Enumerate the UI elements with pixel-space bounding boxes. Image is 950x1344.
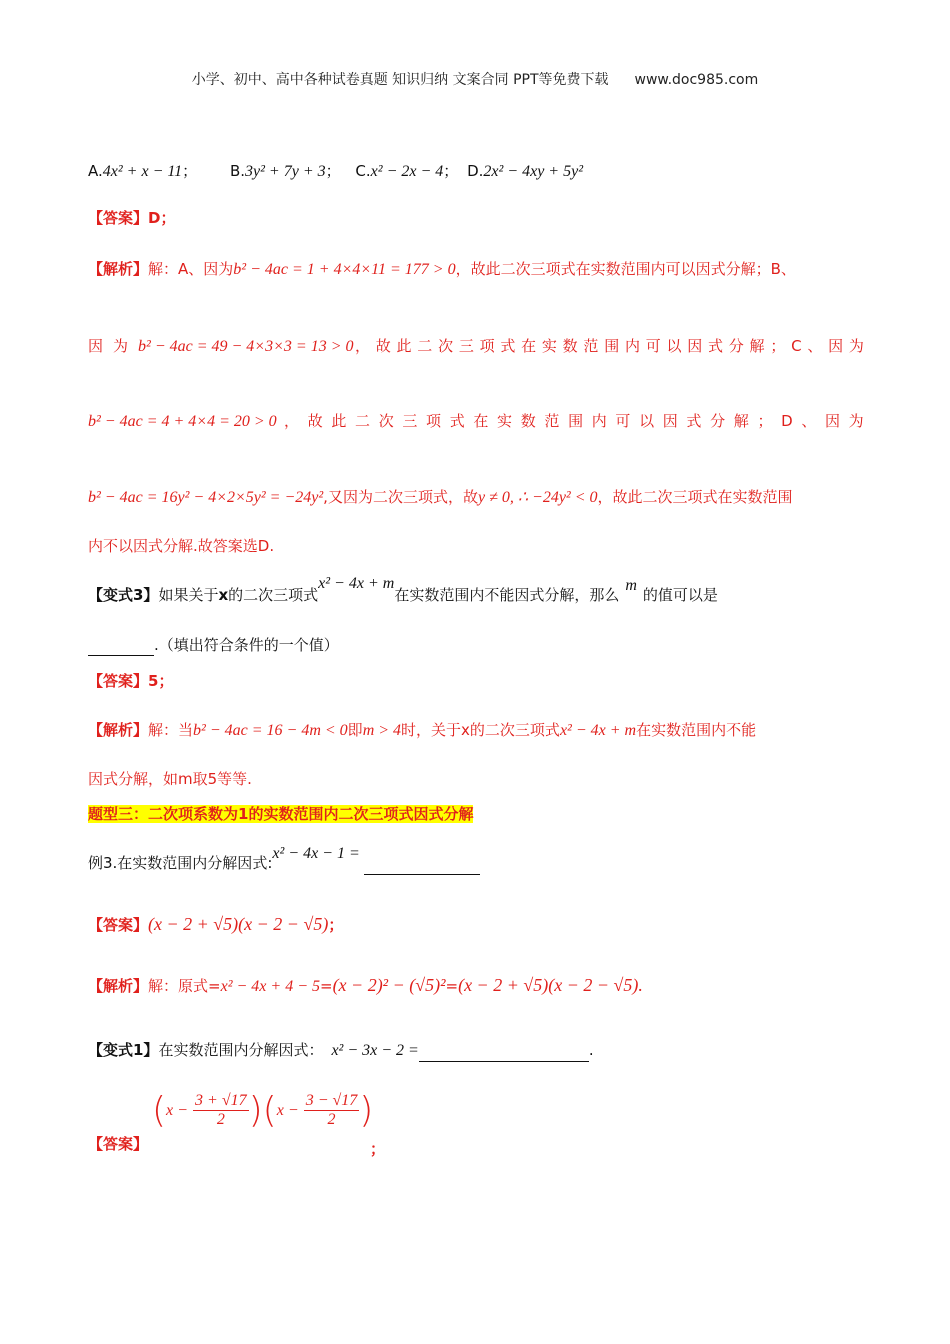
justified-word: 、: [807, 337, 823, 355]
justified-word: 解: [749, 337, 765, 355]
explanation-tag: 【解析】: [88, 260, 149, 278]
justified-word: 为: [848, 337, 864, 355]
justified-word: 式: [686, 412, 702, 430]
justified-word: ；: [757, 412, 773, 430]
justified-word: 实: [497, 412, 513, 430]
justified-word: 内: [591, 412, 607, 430]
paren-close: ): [248, 1090, 263, 1131]
answer-value: D；: [148, 209, 176, 227]
justified-word: 因: [662, 412, 678, 430]
exp-ex3-math-1: x² − 4x + 4 − 5: [220, 978, 320, 995]
justified-word: 故: [307, 412, 323, 430]
justified-word: 此: [396, 337, 412, 355]
justified-word: 实: [541, 337, 557, 355]
answer-blank[interactable]: [364, 858, 480, 875]
exp1-l4-text-a: ,又因为二次三项式，故: [323, 488, 478, 506]
exp-ex3-eq-1: =: [319, 977, 333, 995]
explanation-1-line-1: [88, 258, 796, 281]
justified-word: 为: [848, 412, 864, 430]
exp3-text-c: 时，关于x的二次三项式: [401, 721, 560, 739]
option-d-label: D.: [467, 162, 484, 180]
option-a-sep: ；: [182, 162, 198, 180]
options-line: [88, 160, 583, 183]
answer-tag: 【答案】: [88, 209, 149, 227]
answer-end: ；: [370, 1140, 386, 1158]
exp1-math-5: y ≠ 0, ∴ −24y² < 0: [477, 489, 598, 506]
example-3-question: [88, 845, 480, 875]
variant-1-text: 在实数范围内分解因式：: [158, 1041, 324, 1059]
justified-word: 数: [562, 337, 578, 355]
option-a-label: A.: [88, 162, 103, 180]
explanation-1-line-5: [88, 535, 274, 557]
justified-word: 以: [666, 337, 682, 355]
exp1-text-b: ，故此二次三项式在实数范围内可以因式分解；B、: [455, 260, 796, 278]
explanation-3-line-2: [88, 768, 252, 790]
exp-ex3-text-a: 解：原式=: [148, 977, 221, 995]
justified-word: 数: [520, 412, 536, 430]
answer-example-3: [88, 913, 343, 936]
variant-3-text-d: 的值可以是: [642, 586, 718, 604]
justified-word: 次: [378, 412, 394, 430]
option-b-label: B.: [229, 162, 246, 180]
justified-word: 三: [458, 337, 474, 355]
variant-3-text-b: 的二次三项式: [228, 586, 319, 604]
justified-word: 在: [473, 412, 489, 430]
variant-1-expr: x² − 3x − 2 =: [331, 1042, 419, 1059]
exp3-conclusion: 因式分解，如m取5等等.: [88, 770, 252, 788]
exp3-text-b: 即: [347, 721, 363, 739]
header-text: 小学、初中、高中各种试卷真题 知识归纳 文案合同 PPT等免费下载: [191, 72, 609, 88]
option-c-expr: x² − 2x − 4: [370, 163, 444, 180]
variant-3-expr: x² − 4x + m: [318, 575, 395, 592]
paren-close: ): [359, 1090, 374, 1131]
justified-word: 次: [438, 337, 454, 355]
justified-word: 式: [708, 337, 724, 355]
answer-blank[interactable]: [88, 639, 154, 656]
exp1-l3-words: [284, 410, 864, 432]
header-url[interactable]: www.doc985.com: [634, 72, 759, 88]
justified-word: D: [781, 412, 793, 430]
variant-3-var: x: [218, 586, 229, 604]
justified-word: 项: [426, 412, 442, 430]
exp3-text-d: 在实数范围内不能: [636, 721, 757, 739]
exp3-math-1: b² − 4ac = 16 − 4m < 0: [193, 722, 348, 739]
justified-word: 以: [639, 412, 655, 430]
justified-word: 故: [375, 337, 391, 355]
exp1-l2-words: [355, 335, 864, 357]
explanation-tag: 【解析】: [88, 977, 149, 995]
option-a-expr: 4x² + x − 11: [102, 163, 183, 180]
explanation-1-line-2: [88, 335, 354, 358]
exp3-math-2: m > 4: [362, 722, 402, 739]
fraction-2: [304, 1092, 360, 1129]
example-3-text: 例3.在实数范围内分解因式:: [88, 854, 273, 872]
option-c-label: C.: [355, 162, 371, 180]
explanation-3-line-1: [88, 719, 756, 742]
justified-word: 因: [828, 337, 844, 355]
variant-3-m: m: [625, 577, 637, 594]
answer-3: [88, 670, 173, 692]
exp1-math-1: b² − 4ac = 1 + 4×4×11 = 177 > 0: [233, 261, 456, 278]
exp-ex3-eq-2: =: [445, 977, 459, 995]
answer-blank[interactable]: [419, 1045, 589, 1062]
variant-1-end: .: [588, 1041, 594, 1059]
variant-3-blank-line: [88, 634, 339, 656]
fraction-1-numerator: 3 + √17: [195, 1092, 247, 1109]
exp1-conclusion: 内不以因式分解.故答案选D.: [88, 537, 275, 555]
variant-3-text-a: 如果关于: [158, 586, 219, 604]
justified-word: 此: [331, 412, 347, 430]
justified-word: 可: [645, 337, 661, 355]
explanation-tag: 【解析】: [88, 721, 149, 739]
exp1-l2-text: 因为: [88, 337, 139, 355]
answer-tag: 【答案】: [88, 1135, 149, 1153]
variant-3-text-c: 在实数范围内不能因式分解，那么: [394, 586, 620, 604]
answer-end: ；: [328, 916, 344, 934]
answer-variant-1-tag-line: [88, 1133, 148, 1155]
justified-word: 围: [604, 337, 620, 355]
justified-word: ，: [355, 337, 371, 355]
justified-word: 可: [615, 412, 631, 430]
option-d-expr: 2x² − 4xy + 5y²: [483, 163, 583, 180]
explanation-example-3: [88, 974, 643, 998]
answer-tag: 【答案】: [88, 672, 149, 690]
justified-word: 在: [521, 337, 537, 355]
paren-open: (: [262, 1090, 277, 1131]
justified-word: 分: [728, 337, 744, 355]
justified-word: 二: [417, 337, 433, 355]
exp1-l4-text-b: ，故此二次三项式在实数范围: [597, 488, 793, 506]
exp3-math-3: x² − 4x + m: [559, 722, 637, 739]
variant-3-question: [88, 575, 718, 607]
answer-variant-1-expr: [152, 1090, 373, 1131]
exp1-math-3: b² − 4ac = 4 + 4×4 = 20 > 0: [88, 413, 277, 430]
justified-word: 二: [355, 412, 371, 430]
answer-variant-1-end: [370, 1138, 385, 1160]
answer-tag: 【答案】: [88, 916, 149, 934]
frac1-x: x −: [166, 1102, 188, 1119]
explanation-1-line-3: [88, 410, 277, 433]
frac2-x: x −: [276, 1102, 299, 1119]
section-heading: [88, 803, 473, 825]
section-title: 题型三：二次项系数为1的实数范围内二次三项式因式分解: [88, 805, 474, 823]
answer-value: 5；: [148, 672, 174, 690]
justified-word: 分: [710, 412, 726, 430]
exp1-math-2: b² − 4ac = 49 − 4×3×3 = 13 > 0: [138, 338, 354, 355]
exp-ex3-math-2: (x − 2)² − (√5)²: [332, 975, 446, 995]
justified-word: C: [791, 337, 802, 355]
justified-word: 解: [733, 412, 749, 430]
justified-word: 因: [687, 337, 703, 355]
option-b-sep: ；: [325, 162, 341, 180]
justified-word: ；: [770, 337, 786, 355]
justified-word: 因: [825, 412, 841, 430]
justified-word: 项: [479, 337, 495, 355]
paren-open: (: [152, 1090, 167, 1131]
answer-1: [88, 207, 175, 229]
exp1-math-4: b² − 4ac = 16y² − 4×2×5y² = −24y²: [88, 489, 324, 506]
justified-word: 三: [402, 412, 418, 430]
exp1-text-a: 解：A、因为: [148, 260, 234, 278]
variant-1-tag: 【变式1】: [88, 1041, 159, 1059]
answer-expr: (x − 2 + √5)(x − 2 − √5): [148, 914, 329, 934]
exp-ex3-math-3: (x − 2 + √5)(x − 2 − √5).: [458, 975, 643, 995]
justified-word: 范: [544, 412, 560, 430]
variant-1-question: [88, 1039, 594, 1062]
example-3-expr: x² − 4x − 1 =: [272, 845, 360, 862]
explanation-1-line-4: [88, 486, 793, 509]
justified-word: 式: [500, 337, 516, 355]
page-header: [0, 69, 950, 89]
justified-word: 式: [449, 412, 465, 430]
justified-word: 、: [801, 412, 817, 430]
justified-word: ，: [284, 412, 300, 430]
fraction-2-denominator: 2: [327, 1111, 336, 1128]
option-b-expr: 3y² + 7y + 3: [245, 163, 326, 180]
option-c-sep: ；: [443, 162, 459, 180]
variant-3-tag: 【变式3】: [88, 586, 159, 604]
justified-word: 围: [568, 412, 584, 430]
justified-word: 内: [624, 337, 640, 355]
justified-word: 范: [583, 337, 599, 355]
variant-3-hint: .（填出符合条件的一个值）: [154, 636, 339, 654]
fraction-1-denominator: 2: [216, 1111, 225, 1128]
fraction-2-numerator: 3 − √17: [305, 1092, 358, 1109]
fraction-1: [193, 1092, 249, 1129]
exp3-text-a: 解：当: [148, 721, 194, 739]
